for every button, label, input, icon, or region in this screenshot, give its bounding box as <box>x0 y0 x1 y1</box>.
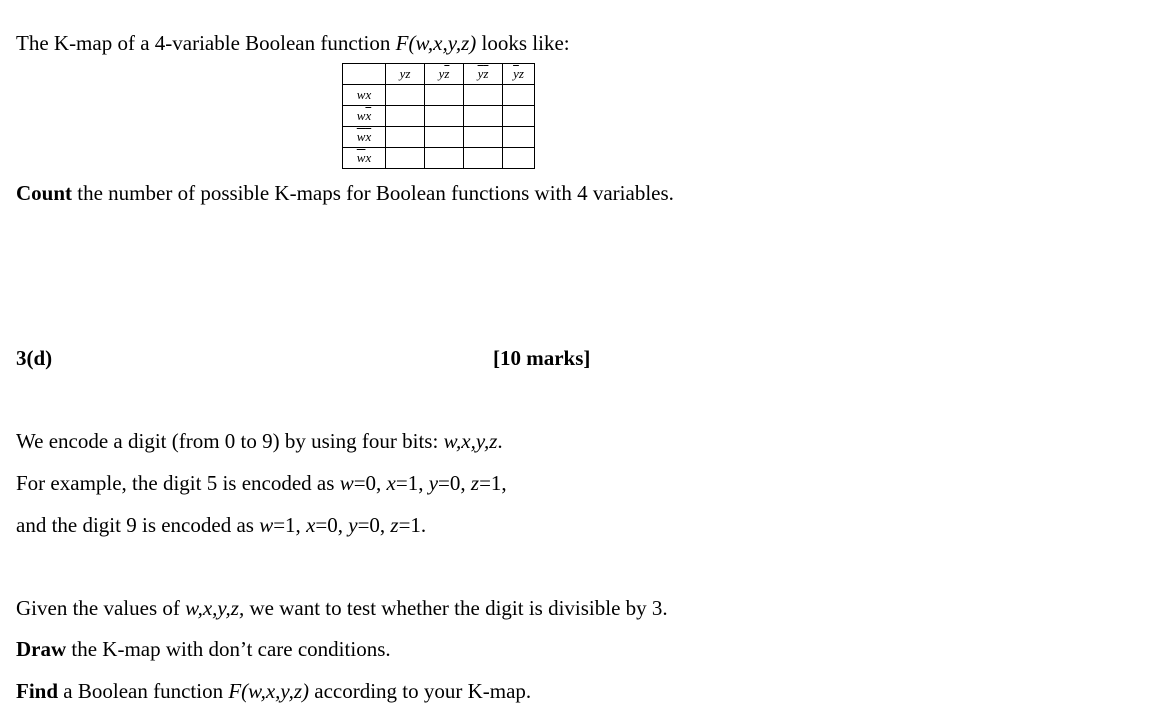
count-line <box>16 183 674 204</box>
intro-text: The K-map of a 4-variable Boolean function <box>16 31 396 55</box>
kmap-cell <box>386 85 425 106</box>
kmap-cell <box>503 127 535 148</box>
find-instruction: Find a Boolean function F(w,x,y,z) according to your K-map. <box>16 679 532 703</box>
function-args: (w,x,y,z) <box>408 31 477 55</box>
kmap-cell <box>425 148 464 169</box>
intro-line <box>16 33 570 54</box>
kmap-row-header: wx <box>343 85 386 106</box>
find-bold: Find <box>16 679 59 703</box>
kmap-cell <box>503 85 535 106</box>
kmap-corner <box>343 64 386 85</box>
kmap-col-header: $\overline{y}z$ <box>503 64 535 85</box>
kmap-col-header: $\overline{y}\overline{z}$ <box>464 64 503 85</box>
count-bold: Count <box>16 181 73 205</box>
question-label: 3(d) <box>16 346 53 370</box>
kmap-table <box>342 63 535 169</box>
kmap-cell <box>464 106 503 127</box>
kmap-cell <box>464 127 503 148</box>
encoding-paragraph: We encode a digit (from 0 to 9) by using four bits: w,x,y,z. <box>16 429 503 453</box>
kmap-cell <box>425 127 464 148</box>
kmap-row-header: $w\overline{x}$ <box>343 106 386 127</box>
kmap-col-header: $y\overline{z}$ <box>425 64 464 85</box>
example-digit-5: For example, the digit 5 is encoded as w=0, x=1, y=0, z=1, <box>16 471 507 495</box>
kmap-col-header: yz <box>386 64 425 85</box>
kmap-row-header: $\overline{w}x$ <box>343 148 386 169</box>
count-text: the number of possible K-maps for Boolean functions with 4 variables. <box>72 181 674 205</box>
kmap-cell <box>464 85 503 106</box>
example-digit-9: and the digit 9 is encoded as w=1, x=0, y=0, z=1. <box>16 513 427 537</box>
kmap-cell <box>425 85 464 106</box>
function-name: F <box>395 31 409 55</box>
kmap-cell <box>503 148 535 169</box>
divisibility-question: Given the values of w,x,y,z, we want to test whether the digit is divisible by 3. <box>16 596 668 620</box>
kmap-cell <box>386 106 425 127</box>
kmap-row-header: $\overline{w}\overline{x}$ <box>343 127 386 148</box>
draw-instruction: Draw the K-map with don’t care conditions. <box>16 637 391 661</box>
intro-text-end: looks like: <box>476 31 570 55</box>
bit-variables: w,x,y,z <box>443 429 498 453</box>
kmap-cell <box>386 127 425 148</box>
kmap-cell <box>386 148 425 169</box>
draw-bold: Draw <box>16 637 67 661</box>
kmap-cell <box>503 106 535 127</box>
kmap-cell <box>464 148 503 169</box>
marks-label: [10 marks] <box>493 346 591 370</box>
kmap-cell <box>425 106 464 127</box>
